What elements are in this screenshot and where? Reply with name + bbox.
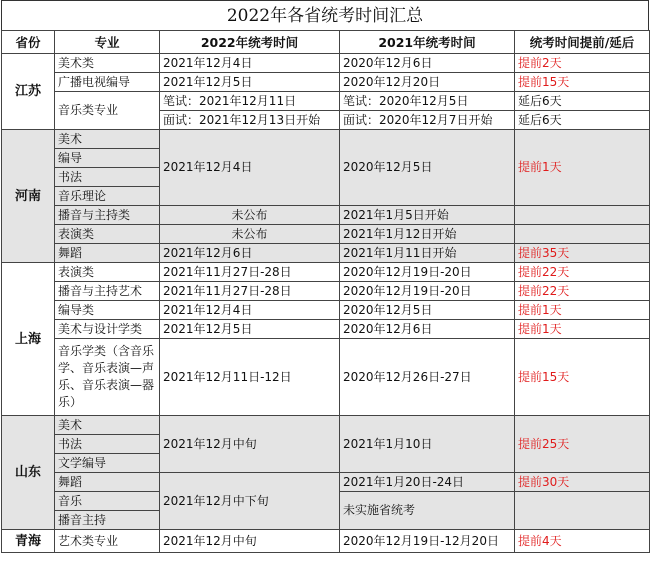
major-cell: 音乐学类（含音乐学、音乐表演—声乐、音乐表演—器乐） [55, 339, 160, 416]
table-row [2, 54, 650, 73]
province-group-jiangsu [2, 54, 650, 130]
diff-cell: 提前4天 [515, 530, 650, 553]
table-row [2, 282, 650, 301]
diff-cell: 提前1天 [515, 320, 650, 339]
date-2022-cell: 2021年12月6日 [160, 244, 340, 263]
major-cell: 文学编导 [55, 454, 160, 473]
major-cell: 广播电视编导 [55, 73, 160, 92]
province-group-henan [2, 130, 650, 263]
date-2022-cell: 面试：2021年12月13日开始 [160, 111, 340, 130]
major-cell: 美术 [55, 130, 160, 149]
exam-schedule-table [1, 30, 650, 553]
diff-cell: 延后6天 [515, 111, 650, 130]
diff-cell [515, 492, 650, 530]
date-2022-cell: 2021年12月5日 [160, 320, 340, 339]
major-cell: 美术与设计学类 [55, 320, 160, 339]
date-2021-cell: 2021年1月5日开始 [340, 206, 515, 225]
diff-cell: 提前1天 [515, 301, 650, 320]
major-cell: 编导类 [55, 301, 160, 320]
date-2022-cell: 未公布 [160, 206, 340, 225]
table-row [2, 301, 650, 320]
province-cell: 青海 [2, 530, 55, 553]
province-group-qinghai [2, 530, 650, 553]
header-2022: 2022年统考时间 [160, 31, 340, 54]
date-2022-cell: 2021年12月中下旬 [160, 473, 340, 530]
diff-cell [515, 206, 650, 225]
date-2021-cell: 2020年12月5日 [340, 130, 515, 206]
date-2021-cell: 2021年1月10日 [340, 416, 515, 473]
date-2021-cell: 2020年12月19日-20日 [340, 282, 515, 301]
date-2022-cell: 2021年12月4日 [160, 301, 340, 320]
table-row [2, 206, 650, 225]
date-2021-cell: 笔试：2020年12月5日 [340, 92, 515, 111]
diff-cell: 提前1天 [515, 130, 650, 206]
date-2022-cell: 2021年12月11日-12日 [160, 339, 340, 416]
date-2021-cell: 2020年12月19日-12月20日 [340, 530, 515, 553]
table-row [2, 225, 650, 244]
date-2022-cell: 2021年11月27日-28日 [160, 282, 340, 301]
table-row [2, 416, 650, 435]
date-2021-cell: 面试：2020年12月7日开始 [340, 111, 515, 130]
diff-cell: 提前2天 [515, 54, 650, 73]
table-row [2, 92, 650, 111]
date-2022-cell: 2021年12月5日 [160, 73, 340, 92]
major-cell: 播音与主持类 [55, 206, 160, 225]
date-2021-cell: 2020年12月6日 [340, 320, 515, 339]
date-2021-cell: 2021年1月11日开始 [340, 244, 515, 263]
table-row [2, 130, 650, 149]
header-2021: 2021年统考时间 [340, 31, 515, 54]
date-2022-cell: 2021年12月中旬 [160, 530, 340, 553]
header-province: 省份 [2, 31, 55, 54]
diff-cell: 提前30天 [515, 473, 650, 492]
table-row [2, 263, 650, 282]
table-row [2, 73, 650, 92]
date-2022-cell: 2021年12月4日 [160, 54, 340, 73]
table-row [2, 473, 650, 492]
major-cell: 书法 [55, 435, 160, 454]
province-group-shandong [2, 416, 650, 530]
header-row [2, 31, 650, 54]
diff-cell: 延后6天 [515, 92, 650, 111]
diff-cell: 提前22天 [515, 282, 650, 301]
date-2021-cell: 2020年12月20日 [340, 73, 515, 92]
diff-cell: 提前15天 [515, 73, 650, 92]
document-title: 2022年各省统考时间汇总 [1, 0, 649, 30]
province-cell: 山东 [2, 416, 55, 530]
table-row [2, 530, 650, 553]
date-2022-cell: 2021年12月4日 [160, 130, 340, 206]
date-2021-cell: 2021年1月20日-24日 [340, 473, 515, 492]
major-cell: 美术 [55, 416, 160, 435]
major-cell: 表演类 [55, 263, 160, 282]
date-2021-cell: 2020年12月5日 [340, 301, 515, 320]
province-cell: 上海 [2, 263, 55, 416]
diff-cell: 提前22天 [515, 263, 650, 282]
date-2022-cell: 2021年11月27日-28日 [160, 263, 340, 282]
major-cell: 播音主持 [55, 511, 160, 530]
date-2021-cell: 2020年12月6日 [340, 54, 515, 73]
table-row [2, 244, 650, 263]
major-cell: 音乐类专业 [55, 92, 160, 130]
date-2022-cell: 2021年12月中旬 [160, 416, 340, 473]
major-cell: 美术类 [55, 54, 160, 73]
major-cell: 编导 [55, 149, 160, 168]
diff-cell: 提前35天 [515, 244, 650, 263]
major-cell: 书法 [55, 168, 160, 187]
summary-document [1, 0, 649, 553]
date-2021-cell: 2020年12月19日-20日 [340, 263, 515, 282]
date-2021-cell: 2020年12月26日-27日 [340, 339, 515, 416]
province-cell: 江苏 [2, 54, 55, 130]
major-cell: 音乐 [55, 492, 160, 511]
major-cell: 舞蹈 [55, 244, 160, 263]
major-cell: 播音与主持艺术 [55, 282, 160, 301]
date-2022-cell: 笔试：2021年12月11日 [160, 92, 340, 111]
major-cell: 舞蹈 [55, 473, 160, 492]
province-group-shanghai [2, 263, 650, 416]
header-major: 专业 [55, 31, 160, 54]
province-cell: 河南 [2, 130, 55, 263]
date-2021-cell: 未实施省统考 [340, 492, 515, 530]
diff-cell: 提前15天 [515, 339, 650, 416]
major-cell: 表演类 [55, 225, 160, 244]
date-2022-cell: 未公布 [160, 225, 340, 244]
date-2021-cell: 2021年1月12日开始 [340, 225, 515, 244]
table-row [2, 320, 650, 339]
major-cell: 音乐理论 [55, 187, 160, 206]
header-diff: 统考时间提前/延后 [515, 31, 650, 54]
diff-cell [515, 225, 650, 244]
major-cell: 艺术类专业 [55, 530, 160, 553]
diff-cell: 提前25天 [515, 416, 650, 473]
table-row [2, 339, 650, 416]
